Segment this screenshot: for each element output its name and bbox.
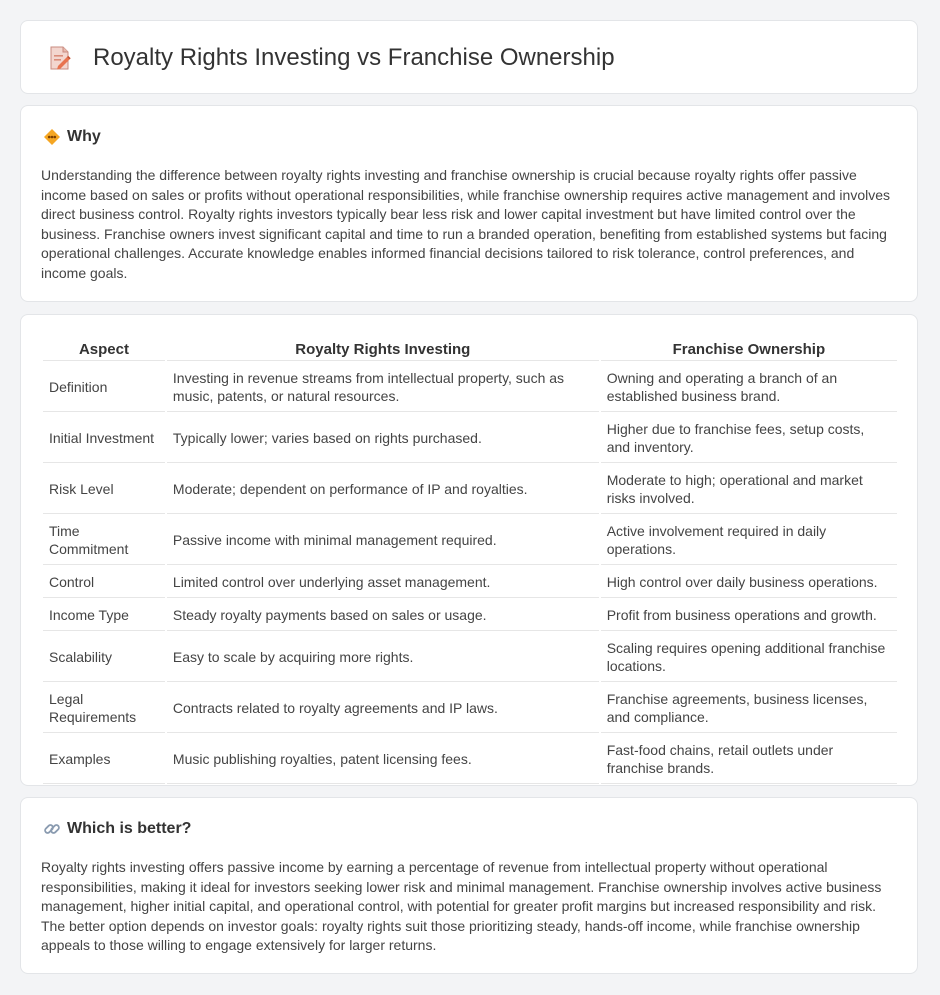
table-cell: Moderate; dependent on performance of IP and royalties. (167, 465, 599, 514)
table-cell: Music publishing royalties, patent licensing fees. (167, 735, 599, 784)
table-cell: Typically lower; varies based on rights purchased. (167, 414, 599, 463)
table-cell: Higher due to franchise fees, setup costs, and inventory. (601, 414, 897, 463)
why-heading: Why (67, 128, 101, 145)
why-section (20, 105, 918, 302)
which-is-better-section (20, 797, 918, 974)
table-row (43, 633, 897, 682)
document-pen-icon (48, 45, 72, 71)
table-cell: Examples (43, 735, 165, 784)
header-card (20, 20, 918, 94)
comparison-table (41, 335, 899, 786)
column-header: Aspect (43, 337, 165, 361)
table-row (43, 516, 897, 565)
table-row (43, 600, 897, 631)
table-cell: Limited control over underlying asset management. (167, 567, 599, 598)
table-cell: Steady royalty payments based on sales or usage. (167, 600, 599, 631)
table-cell: Initial Investment (43, 414, 165, 463)
table-row (43, 363, 897, 412)
table-cell: Scaling requires opening additional franchise locations. (601, 633, 897, 682)
table-cell: Risk Level (43, 465, 165, 514)
table-cell: Franchise agreements, business licenses, and compliance. (601, 684, 897, 733)
table-cell: Fast-food chains, retail outlets under franchise brands. (601, 735, 897, 784)
table-cell: Control (43, 567, 165, 598)
table-row (43, 735, 897, 784)
table-cell: Easy to scale by acquiring more rights. (167, 633, 599, 682)
table-row (43, 465, 897, 514)
table-cell: Legal Requirements (43, 684, 165, 733)
table-cell: High control over daily business operations. (601, 567, 897, 598)
diamond-warning-icon (43, 128, 61, 146)
table-row (43, 684, 897, 733)
table-cell: Income Type (43, 600, 165, 631)
page-title: Royalty Rights Investing vs Franchise Ownership (93, 44, 615, 71)
comparison-table-card (20, 314, 918, 786)
table-cell: Moderate to high; operational and market risks involved. (601, 465, 897, 514)
table-cell: Investing in revenue streams from intellectual property, such as music, patents, or natural resources. (167, 363, 599, 412)
link-icon (43, 820, 61, 838)
why-text: Understanding the difference between royalty rights investing and franchise ownership is crucial because royalty rights offer passive income based on sales or profits without operational responsibilities, while franchise ownership requires active management and involves direct business control. Royalty rights investors typically bear less risk and lower capital investment but have limited control over the business. Franchise owners invest significant capital and time to run a branded operation, benefiting from established systems but facing operational challenges. Accurate knowledge enables informed financial decisions tailored to risk tolerance, control preferences, and income goals. (41, 167, 891, 281)
table-cell: Owning and operating a branch of an established business brand. (601, 363, 897, 412)
table-row (43, 567, 897, 598)
table-cell: Scalability (43, 633, 165, 682)
table-cell: Time Commitment (43, 516, 165, 565)
table-cell: Definition (43, 363, 165, 412)
which-is-better-heading: Which is better? (67, 820, 192, 837)
table-cell: Active involvement required in daily operations. (601, 516, 897, 565)
which-is-better-text: Royalty rights investing offers passive income by earning a percentage of revenue from intellectual property without operational responsibilities, making it ideal for investors seeking lower risk and minimal management. Franchise ownership involves active business management, higher initial capital, and operational control, with potential for greater profit margins but increased responsibility and risk. The better option depends on investor goals: royalty rights suit those prioritizing steady, hands-off income, while franchise ownership appeals to those willing to engage extensively for larger returns. (41, 859, 882, 953)
table-cell: Contracts related to royalty agreements and IP laws. (167, 684, 599, 733)
table-row (43, 414, 897, 463)
column-header: Franchise Ownership (601, 337, 897, 361)
column-header: Royalty Rights Investing (167, 337, 599, 361)
table-header-row (43, 337, 897, 361)
table-cell: Profit from business operations and growth. (601, 600, 897, 631)
table-cell: Passive income with minimal management required. (167, 516, 599, 565)
